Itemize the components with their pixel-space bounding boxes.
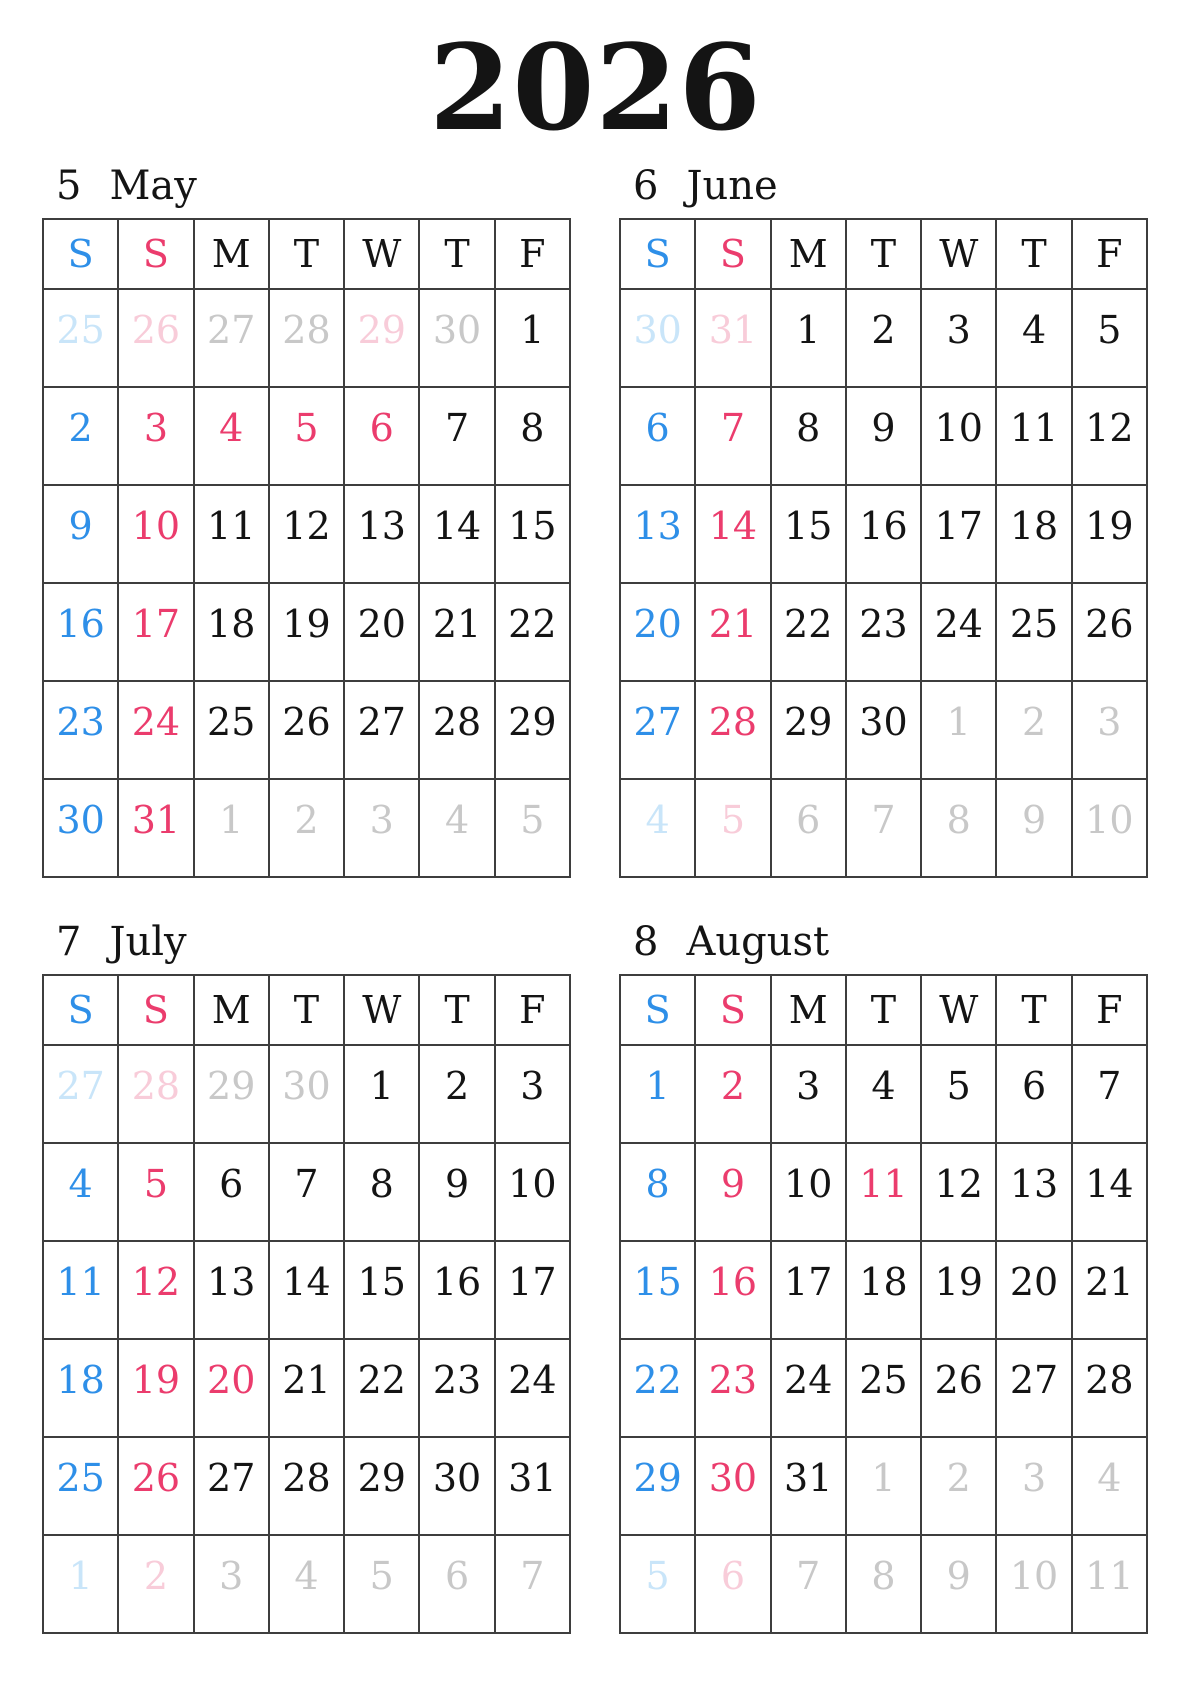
day-cell-outside: 5 <box>620 1535 695 1633</box>
day-cell: 12 <box>921 1143 996 1241</box>
day-cell-outside: 5 <box>695 779 770 877</box>
day-cell: 10 <box>118 485 193 583</box>
week-row <box>620 1535 1147 1633</box>
week-row <box>620 779 1147 877</box>
day-cell: 29 <box>495 681 570 779</box>
week-row <box>620 583 1147 681</box>
weekday-header-cell: M <box>194 975 269 1045</box>
day-cell: 7 <box>1072 1045 1147 1143</box>
day-cell: 29 <box>620 1437 695 1535</box>
day-cell-outside: 1 <box>43 1535 118 1633</box>
day-cell-outside: 5 <box>495 779 570 877</box>
day-cell: 9 <box>43 485 118 583</box>
day-cell: 17 <box>118 583 193 681</box>
day-cell: 26 <box>118 1437 193 1535</box>
day-cell: 6 <box>344 387 419 485</box>
day-cell: 14 <box>695 485 770 583</box>
weekday-header-cell: M <box>771 975 846 1045</box>
day-cell: 13 <box>996 1143 1071 1241</box>
day-cell: 30 <box>43 779 118 877</box>
day-cell: 13 <box>344 485 419 583</box>
day-cell: 6 <box>996 1045 1071 1143</box>
week-row <box>620 1437 1147 1535</box>
day-cell: 9 <box>419 1143 494 1241</box>
day-cell: 31 <box>495 1437 570 1535</box>
day-cell: 25 <box>846 1339 921 1437</box>
day-cell: 24 <box>921 583 996 681</box>
day-cell: 14 <box>1072 1143 1147 1241</box>
week-row <box>43 1143 570 1241</box>
day-cell: 8 <box>344 1143 419 1241</box>
day-cell: 25 <box>194 681 269 779</box>
day-cell: 1 <box>620 1045 695 1143</box>
weekday-header-cell: T <box>419 219 494 289</box>
day-cell: 17 <box>921 485 996 583</box>
day-cell-outside: 26 <box>118 289 193 387</box>
day-cell-outside: 3 <box>344 779 419 877</box>
day-cell-outside: 3 <box>1072 681 1147 779</box>
weekday-header-cell: F <box>1072 219 1147 289</box>
day-cell: 4 <box>846 1045 921 1143</box>
day-cell: 11 <box>194 485 269 583</box>
week-row <box>620 289 1147 387</box>
day-cell: 19 <box>118 1339 193 1437</box>
month-name: July <box>109 918 187 965</box>
week-row <box>620 1143 1147 1241</box>
weekday-header-cell: F <box>1072 975 1147 1045</box>
day-cell: 9 <box>846 387 921 485</box>
day-cell: 6 <box>194 1143 269 1241</box>
day-cell: 4 <box>43 1143 118 1241</box>
weekday-header-cell: S <box>620 975 695 1045</box>
day-cell: 5 <box>269 387 344 485</box>
week-row <box>43 387 570 485</box>
month-weeks <box>620 289 1147 877</box>
day-cell-outside: 30 <box>620 289 695 387</box>
months-grid <box>42 162 1147 1634</box>
day-cell: 24 <box>495 1339 570 1437</box>
day-cell: 27 <box>194 1437 269 1535</box>
year-title: 2026 <box>429 18 762 157</box>
weekday-header-cell: S <box>43 975 118 1045</box>
day-cell: 13 <box>194 1241 269 1339</box>
day-cell: 14 <box>269 1241 344 1339</box>
day-cell: 5 <box>118 1143 193 1241</box>
day-cell: 2 <box>43 387 118 485</box>
day-cell: 11 <box>846 1143 921 1241</box>
month-header <box>56 162 571 210</box>
day-cell: 18 <box>846 1241 921 1339</box>
day-cell-outside: 28 <box>118 1045 193 1143</box>
day-cell-outside: 9 <box>921 1535 996 1633</box>
day-cell: 26 <box>921 1339 996 1437</box>
weekday-header-cell: M <box>771 219 846 289</box>
day-cell: 22 <box>771 583 846 681</box>
day-cell: 31 <box>118 779 193 877</box>
day-cell-outside: 8 <box>921 779 996 877</box>
day-cell: 7 <box>269 1143 344 1241</box>
day-cell: 16 <box>846 485 921 583</box>
day-cell: 17 <box>495 1241 570 1339</box>
day-cell-outside: 3 <box>194 1535 269 1633</box>
day-cell-outside: 4 <box>269 1535 344 1633</box>
weekday-header-cell: W <box>921 219 996 289</box>
day-cell: 16 <box>43 583 118 681</box>
day-cell: 3 <box>771 1045 846 1143</box>
weekday-header-cell: S <box>118 219 193 289</box>
day-cell-outside: 7 <box>846 779 921 877</box>
day-cell: 29 <box>344 1437 419 1535</box>
day-cell: 11 <box>996 387 1071 485</box>
day-cell-outside: 2 <box>118 1535 193 1633</box>
day-cell: 2 <box>419 1045 494 1143</box>
week-row <box>43 1437 570 1535</box>
day-cell-outside: 2 <box>269 779 344 877</box>
month-table <box>619 974 1148 1634</box>
month-block-june <box>619 162 1148 878</box>
day-cell: 20 <box>194 1339 269 1437</box>
day-cell-outside: 4 <box>1072 1437 1147 1535</box>
day-cell-outside: 27 <box>43 1045 118 1143</box>
day-cell: 15 <box>771 485 846 583</box>
day-cell-outside: 11 <box>1072 1535 1147 1633</box>
month-number: 6 <box>633 162 659 209</box>
day-cell: 21 <box>419 583 494 681</box>
day-cell: 19 <box>921 1241 996 1339</box>
day-cell: 20 <box>344 583 419 681</box>
day-cell-outside: 29 <box>344 289 419 387</box>
week-row <box>43 289 570 387</box>
day-cell-outside: 4 <box>419 779 494 877</box>
month-block-july <box>42 918 571 1634</box>
day-cell: 10 <box>921 387 996 485</box>
day-cell: 23 <box>419 1339 494 1437</box>
month-name: August <box>686 918 830 965</box>
day-cell: 28 <box>419 681 494 779</box>
day-cell: 19 <box>1072 485 1147 583</box>
day-cell: 29 <box>771 681 846 779</box>
day-cell-outside: 25 <box>43 289 118 387</box>
day-cell-outside: 7 <box>495 1535 570 1633</box>
weekday-header-cell: W <box>344 219 419 289</box>
day-cell-outside: 31 <box>695 289 770 387</box>
day-cell-outside: 2 <box>921 1437 996 1535</box>
day-cell: 8 <box>495 387 570 485</box>
day-cell: 16 <box>695 1241 770 1339</box>
week-row <box>43 583 570 681</box>
day-cell: 18 <box>194 583 269 681</box>
day-cell: 30 <box>419 1437 494 1535</box>
day-cell: 19 <box>269 583 344 681</box>
day-cell: 5 <box>1072 289 1147 387</box>
day-cell-outside: 10 <box>996 1535 1071 1633</box>
day-cell-outside: 6 <box>419 1535 494 1633</box>
day-cell: 26 <box>269 681 344 779</box>
weekday-header-cell: F <box>495 219 570 289</box>
day-cell: 20 <box>620 583 695 681</box>
day-cell: 20 <box>996 1241 1071 1339</box>
month-header <box>56 918 571 966</box>
day-cell: 22 <box>495 583 570 681</box>
day-cell: 7 <box>695 387 770 485</box>
day-cell-outside: 9 <box>996 779 1071 877</box>
day-cell: 18 <box>996 485 1071 583</box>
day-cell: 8 <box>771 387 846 485</box>
day-cell-outside: 6 <box>771 779 846 877</box>
week-row <box>43 1339 570 1437</box>
day-cell: 27 <box>996 1339 1071 1437</box>
day-cell: 28 <box>269 1437 344 1535</box>
day-cell: 12 <box>118 1241 193 1339</box>
day-cell-outside: 30 <box>269 1045 344 1143</box>
weekday-header-row <box>620 219 1147 289</box>
weekday-header-cell: T <box>996 219 1071 289</box>
week-row <box>43 1535 570 1633</box>
weekday-header-row <box>620 975 1147 1045</box>
week-row <box>620 681 1147 779</box>
day-cell-outside: 4 <box>620 779 695 877</box>
weekday-header-cell: S <box>620 219 695 289</box>
day-cell: 28 <box>695 681 770 779</box>
weekday-header-cell: F <box>495 975 570 1045</box>
day-cell: 22 <box>620 1339 695 1437</box>
day-cell: 30 <box>846 681 921 779</box>
weekday-header-cell: S <box>695 219 770 289</box>
day-cell: 3 <box>921 289 996 387</box>
week-row <box>43 681 570 779</box>
weekday-header-cell: T <box>846 975 921 1045</box>
day-cell: 17 <box>771 1241 846 1339</box>
week-row <box>620 387 1147 485</box>
day-cell-outside: 1 <box>921 681 996 779</box>
day-cell-outside: 5 <box>344 1535 419 1633</box>
day-cell: 11 <box>43 1241 118 1339</box>
day-cell: 27 <box>344 681 419 779</box>
weekday-header-cell: S <box>695 975 770 1045</box>
day-cell-outside: 6 <box>695 1535 770 1633</box>
day-cell: 24 <box>118 681 193 779</box>
weekday-header-cell: T <box>269 975 344 1045</box>
day-cell: 15 <box>495 485 570 583</box>
month-number: 7 <box>56 918 82 965</box>
day-cell: 30 <box>695 1437 770 1535</box>
day-cell: 5 <box>921 1045 996 1143</box>
day-cell: 21 <box>269 1339 344 1437</box>
day-cell: 15 <box>620 1241 695 1339</box>
day-cell-outside: 10 <box>1072 779 1147 877</box>
weekday-header-cell: W <box>344 975 419 1045</box>
weekday-header-cell: M <box>194 219 269 289</box>
day-cell: 25 <box>996 583 1071 681</box>
month-weeks <box>43 289 570 877</box>
month-name: May <box>109 162 197 209</box>
day-cell: 23 <box>846 583 921 681</box>
weekday-header-cell: T <box>996 975 1071 1045</box>
day-cell: 12 <box>269 485 344 583</box>
month-header <box>633 918 1148 966</box>
day-cell: 1 <box>495 289 570 387</box>
day-cell: 18 <box>43 1339 118 1437</box>
day-cell: 10 <box>771 1143 846 1241</box>
day-cell: 1 <box>344 1045 419 1143</box>
weekday-header-cell: S <box>118 975 193 1045</box>
weekday-header-cell: T <box>846 219 921 289</box>
day-cell: 2 <box>846 289 921 387</box>
week-row <box>43 779 570 877</box>
day-cell-outside: 27 <box>194 289 269 387</box>
day-cell: 25 <box>43 1437 118 1535</box>
day-cell-outside: 2 <box>996 681 1071 779</box>
day-cell: 15 <box>344 1241 419 1339</box>
weekday-header-row <box>43 219 570 289</box>
day-cell: 7 <box>419 387 494 485</box>
day-cell-outside: 30 <box>419 289 494 387</box>
weekday-header-cell: T <box>419 975 494 1045</box>
month-table <box>619 218 1148 878</box>
month-table <box>42 974 571 1634</box>
week-row <box>620 1045 1147 1143</box>
day-cell: 14 <box>419 485 494 583</box>
day-cell: 3 <box>118 387 193 485</box>
week-row <box>43 485 570 583</box>
week-row <box>620 1241 1147 1339</box>
day-cell: 21 <box>1072 1241 1147 1339</box>
weekday-header-cell: S <box>43 219 118 289</box>
day-cell: 10 <box>495 1143 570 1241</box>
day-cell: 6 <box>620 387 695 485</box>
day-cell: 21 <box>695 583 770 681</box>
week-row <box>620 485 1147 583</box>
day-cell: 4 <box>194 387 269 485</box>
day-cell: 26 <box>1072 583 1147 681</box>
day-cell: 3 <box>495 1045 570 1143</box>
week-row <box>43 1241 570 1339</box>
week-row <box>620 1339 1147 1437</box>
day-cell: 16 <box>419 1241 494 1339</box>
day-cell: 2 <box>695 1045 770 1143</box>
week-row <box>43 1045 570 1143</box>
month-number: 8 <box>633 918 659 965</box>
day-cell: 24 <box>771 1339 846 1437</box>
day-cell-outside: 7 <box>771 1535 846 1633</box>
day-cell: 28 <box>1072 1339 1147 1437</box>
day-cell: 13 <box>620 485 695 583</box>
day-cell-outside: 29 <box>194 1045 269 1143</box>
day-cell-outside: 3 <box>996 1437 1071 1535</box>
day-cell: 23 <box>43 681 118 779</box>
day-cell-outside: 28 <box>269 289 344 387</box>
month-block-may <box>42 162 571 878</box>
month-header <box>633 162 1148 210</box>
day-cell-outside: 8 <box>846 1535 921 1633</box>
month-block-august <box>619 918 1148 1634</box>
day-cell: 22 <box>344 1339 419 1437</box>
day-cell: 9 <box>695 1143 770 1241</box>
month-table <box>42 218 571 878</box>
day-cell: 31 <box>771 1437 846 1535</box>
day-cell-outside: 1 <box>194 779 269 877</box>
day-cell: 4 <box>996 289 1071 387</box>
day-cell: 8 <box>620 1143 695 1241</box>
weekday-header-row <box>43 975 570 1045</box>
month-weeks <box>620 1045 1147 1633</box>
weekday-header-cell: W <box>921 975 996 1045</box>
day-cell: 23 <box>695 1339 770 1437</box>
month-weeks <box>43 1045 570 1633</box>
day-cell-outside: 1 <box>846 1437 921 1535</box>
day-cell: 1 <box>771 289 846 387</box>
month-name: June <box>686 162 778 209</box>
day-cell: 27 <box>620 681 695 779</box>
weekday-header-cell: T <box>269 219 344 289</box>
day-cell: 12 <box>1072 387 1147 485</box>
calendar-page <box>0 20 1191 1704</box>
month-number: 5 <box>56 162 82 209</box>
